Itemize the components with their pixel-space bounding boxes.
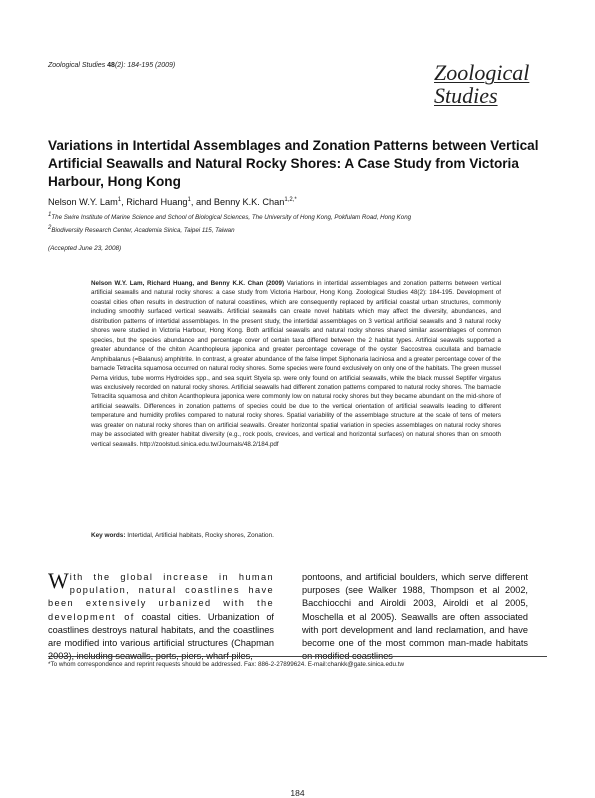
abstract-citation: Nelson W.Y. Lam, Richard Huang, and Benny K.K. Chan (2009) xyxy=(91,280,285,287)
article-url[interactable]: http://zoolstud.sinica.edu.tw/Journals/48.2/184.pdf xyxy=(140,440,279,448)
journal-reference xyxy=(48,62,175,69)
abstract-text: Variations in intertidal assemblages and zonation patterns between vertical artificial seawalls and natural rocky shores: a case study from Victoria Harbour, Hong Kong. Zoological Studies 48(2): 184-195. Development of coastal cities often results in destruction of natural coastlines, which are consequently replaced by artificial coastal urban structures, commonly including smoothly surfaced vertical seawalls. Artificial seawalls can create novel habitats which may affect the diversity, abundances, and distribution patterns of intertidal assemblages. In the present study, the intertidal assemblages on 3 vertical artificial seawalls and 3 natural rocky shores were studied in Victoria Harbour, Hong Kong. Both artificial seawalls and natural rocky shores shared similar assemblages of common species, but the species abundance and percentage cover of certain taxa differed between the 2 habitat types. Artificial seawalls supported a greater abundance of the chiton Acanthopleura japonica and greater percentage coverage of the oyster Saccostrea cucullata and barnacle Amphibalanus (=Balanus) amphitrite. In contrast, a greater abundance of the false limpet Siphonaria laciniosa and a greater percentage cover of the barnacle Tetraclita squamosa occurred on natural rocky shores. Some species were found exclusively on only one of the habitats. The green mussel Perna viridus, tube worms Hydroides spp., and sea squirt Styela sp. were only found on artificial seawalls, while the black mussel Septifer virgatus was exclusively recorded on natural rocky shores. Artificial seawalls had different zonation patterns compared to natural rocky shores. The barnacle Tetraclita squamosa and chiton Acanthopleura japonica were commonly low on natural rocky shores but they became abundant on the mid-shore of artificial seawalls. Differences in zonation patterns of species could be due to the vertical orientation of artificial seawalls leading to different temperature and humidity profiles compared to natural rocky shores. Spatial variability of the assemblage structure at the scale of tens of meters was greater on natural rocky shores than on artificial seawalls. Greater horizontal spatial variation in species assemblages on natural rocky shores may be associated with greater habitat diversity (e.g., rock pools, crevices, and vertical and horizontal surfaces) on natural shores than on smooth vertical seawalls. xyxy=(91,280,501,448)
logo-line-1: Zoological xyxy=(434,60,530,85)
footnote: *To whom correspondence and reprint requests should be addressed. Fax: 886-2-27899624. E-mail:chankk@gate.sinica.edu.tw xyxy=(48,661,405,668)
body-column-right xyxy=(302,571,528,663)
author-name: Benny K.K. Chan xyxy=(213,197,285,208)
drop-cap: W xyxy=(48,568,69,593)
body-column-left xyxy=(48,568,274,663)
affiliation-text: The Swire Institute of Marine Science and School of Biological Sciences, The University of Hong Kong, Pokfulam Road, Hong Kong xyxy=(51,214,412,222)
author-name: Nelson W.Y. Lam xyxy=(48,197,118,208)
affiliation-text: Biodiversity Research Center, Academia Sinica, Taipei 115, Taiwan xyxy=(51,227,235,235)
journal-volume: 48 xyxy=(107,62,115,69)
journal-name: Zoological Studies xyxy=(48,62,106,69)
journal-logo xyxy=(434,61,534,107)
affiliation-number: 2 xyxy=(48,225,52,231)
affiliation-number: 1 xyxy=(48,212,52,218)
body-text-opening: ith the global increase in human population, natural coastlines have been extensively urbanized with the development of xyxy=(48,572,274,622)
abstract xyxy=(91,279,501,449)
keywords-text: Intertidal, Artificial habitats, Rocky shores, Zonation. xyxy=(125,532,274,539)
affiliation xyxy=(48,225,235,234)
keywords xyxy=(91,532,501,539)
keywords-label: Key words: xyxy=(91,532,126,539)
page-number: 184 xyxy=(290,788,305,798)
affiliation xyxy=(48,212,411,221)
logo-line-2: Studies xyxy=(434,83,498,108)
body-text: pontoons, and artificial boulders, which serve different purposes (see Walker 1988, Thompson et al 2002, Bacchiocchi and Airoldi 2003, Airoldi et al 2005, Moschella et al 2005). Seawalls are often associated with port development and land reclamation, and have become one of the most common man-made habitats on modified coastlines xyxy=(302,572,528,662)
author-affiliation-mark: 1 xyxy=(187,197,191,203)
author-affiliation-mark: 1,2,* xyxy=(284,197,297,203)
author-affiliation-mark: 1 xyxy=(117,197,122,203)
author-list: Nelson W.Y. Lam$^1$, Richard Huang$^1$, and Benny K.K. Chan$^{1,2,*}$ xyxy=(48,197,297,208)
body-text: coastal cities. Urbanization of coastlines destroys natural habitats, and the coastlines are modified into various artificial structures (Chapman 2003), including seawalls, ports, piers, wharf piles, xyxy=(48,611,274,662)
journal-issue-pages: (2): 184-195 (2009) xyxy=(114,62,176,69)
article-title: Variations in Intertidal Assemblages and Zonation Patterns between Vertical Artificial Seawalls and Natural Rocky Shores: A Case Study from Victoria Harbour, Hong Kong xyxy=(48,138,539,189)
footnote-divider xyxy=(48,656,547,657)
accepted-date: (Accepted June 23, 2008) xyxy=(48,245,122,252)
author-name: Richard Huang xyxy=(126,197,188,208)
